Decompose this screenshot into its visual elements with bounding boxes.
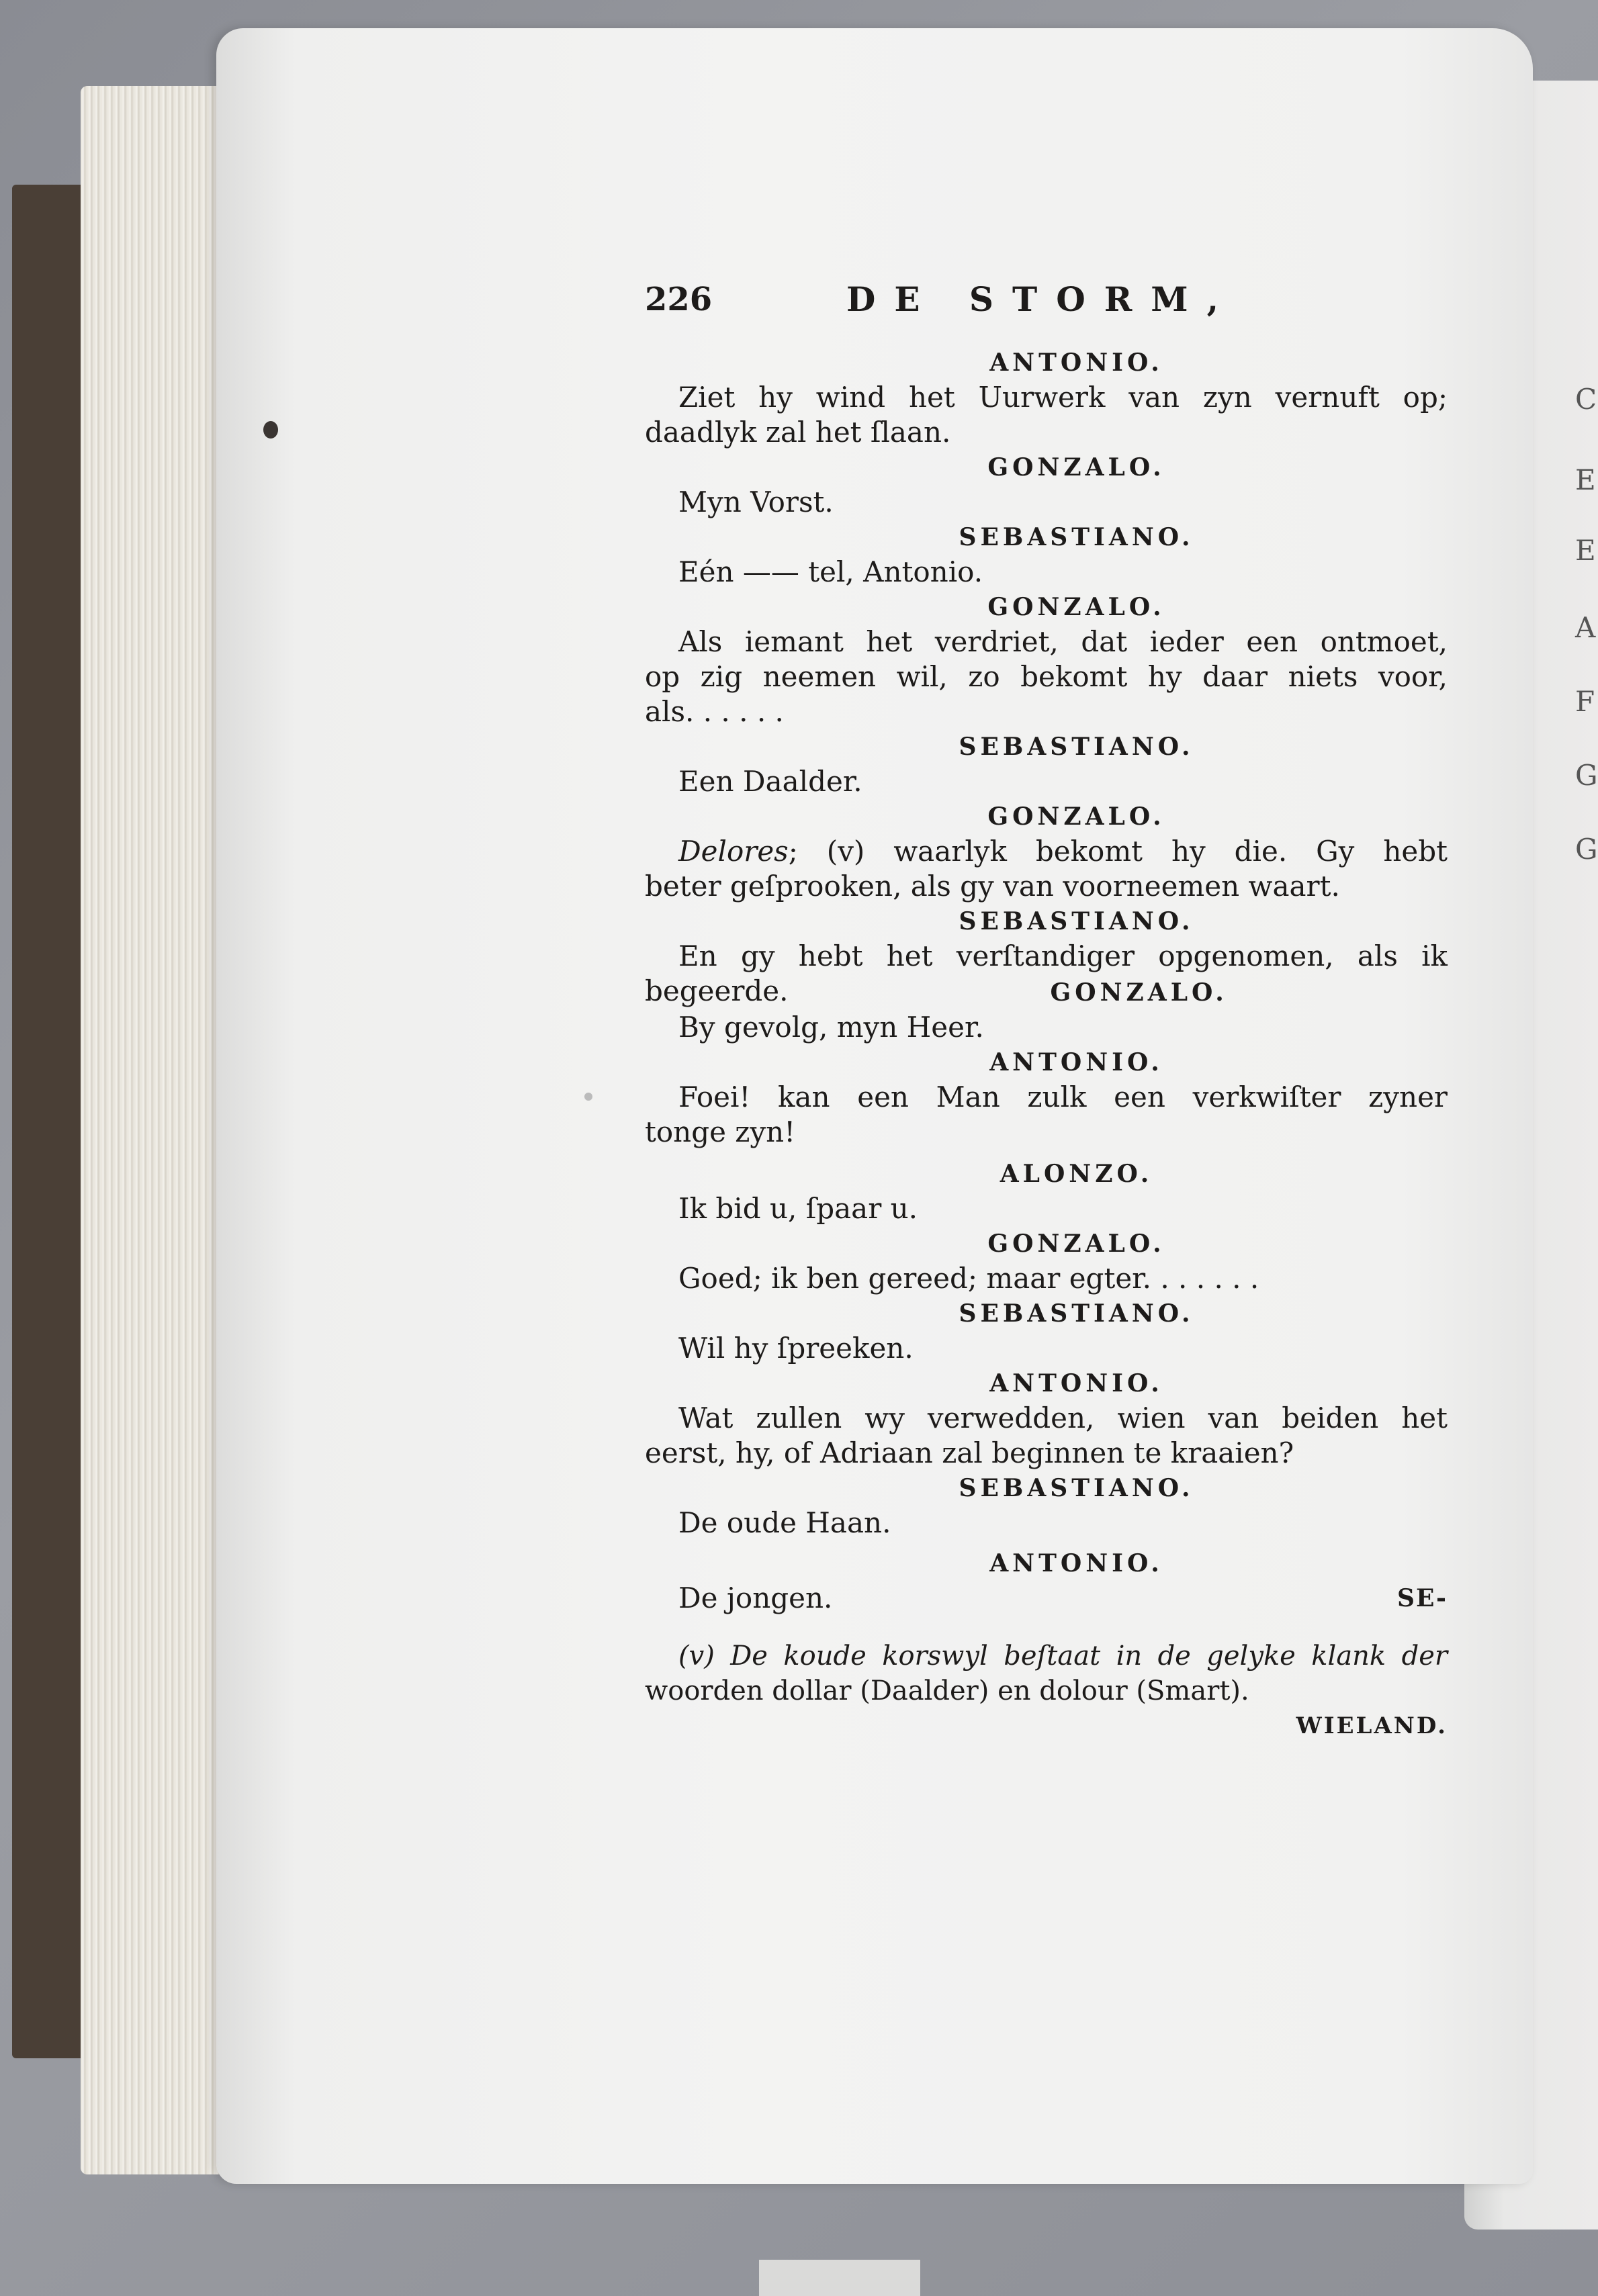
facing-page-glyph: G	[1575, 833, 1598, 866]
dialogue-line: daadlyk zal het ſlaan.	[645, 416, 951, 449]
speaker-name: ANTONIO.	[989, 1549, 1163, 1577]
speaker-name: SEBASTIANO.	[959, 1299, 1194, 1328]
page-number: 226	[645, 281, 713, 318]
dialogue-line: By gevolg, myn Heer.	[678, 1011, 984, 1044]
dialogue-line: op zig neemen wil, zo bekomt hy daar niets voor,	[645, 660, 1448, 693]
page-text	[645, 279, 1448, 1743]
dialogue-line	[645, 974, 1448, 1010]
speaker-name: GONZALO.	[987, 593, 1165, 621]
footnote-signature: WIELAND.	[1296, 1712, 1448, 1739]
dialogue-line: Foei! kan een Man zulk een verkwiſter zyner	[678, 1081, 1448, 1113]
dialogue-line	[645, 834, 1448, 869]
dialogue-line: Wat zullen wy verwedden, wien van beiden het	[678, 1402, 1448, 1434]
dialogue-line: Ziet hy wind het Uurwerk van zyn vernuft op;	[678, 381, 1448, 414]
speaker-name: ALONZO.	[1000, 1160, 1153, 1188]
running-head	[645, 279, 1448, 336]
facing-page-glyph: F	[1575, 685, 1595, 718]
dialogue-text: De jongen.	[678, 1581, 833, 1614]
dialogue-line: Ik bid u, ſpaar u.	[678, 1192, 918, 1225]
italic-word: Delores	[678, 835, 789, 868]
dialogue-line: eerst, hy, of Adriaan zal beginnen te kraaien?	[645, 1436, 1294, 1469]
speaker-name: GONZALO.	[987, 1230, 1165, 1258]
dialogue-text: ; (v) waarlyk bekomt hy die. Gy hebt	[788, 835, 1448, 868]
dialogue-line	[645, 1581, 1448, 1616]
footnote	[645, 1639, 1448, 1743]
facing-page-glyph: G	[1575, 759, 1598, 792]
speaker-name: ANTONIO.	[989, 349, 1163, 377]
facing-page-glyph: C	[1575, 383, 1597, 416]
ink-spot	[263, 421, 278, 439]
speaker-name: ANTONIO.	[989, 1369, 1163, 1397]
catchword: SE-	[1396, 1584, 1448, 1612]
speaker-name: ANTONIO.	[989, 1048, 1163, 1076]
facing-page-glyph: E	[1575, 463, 1596, 496]
footnote-line: woorden dollar (Daalder) en dolour (Smart).	[645, 1675, 1249, 1706]
dialogue-line: tonge zyn!	[645, 1115, 796, 1148]
dialogue-line: als. . . . . .	[645, 695, 784, 728]
dialogue-line: Wil hy ſpreeken.	[678, 1332, 914, 1365]
page-edges	[81, 86, 235, 2174]
page-title: DE STORM,	[846, 279, 1238, 319]
dialogue-line: En gy hebt het verſtandiger opgenomen, als ik	[678, 939, 1448, 972]
dialogue-line: Een Daalder.	[678, 765, 862, 798]
speaker-name: SEBASTIANO.	[959, 523, 1194, 551]
dialogue-line: Als iemant het verdriet, dat ieder een ontmoet,	[678, 625, 1448, 658]
dialogue-text: begeerde.	[645, 974, 789, 1007]
dialogue-line: beter geſprooken, als gy van voorneemen waart.	[645, 870, 1340, 903]
speaker-name: SEBASTIANO.	[959, 907, 1194, 935]
dialogue-line: Goed; ik ben gereed; maar egter. . . . . . .	[678, 1262, 1259, 1295]
speaker-name: SEBASTIANO.	[959, 1474, 1194, 1502]
speaker-name: SEBASTIANO.	[959, 733, 1194, 761]
facing-page-glyph: A	[1575, 611, 1596, 644]
dialogue-line: De oude Haan.	[678, 1506, 891, 1539]
dialogue-line: Eén —— tel, Antonio.	[678, 555, 983, 588]
facing-page-glyph: E	[1575, 534, 1596, 567]
ink-spot	[584, 1093, 592, 1101]
dialogue-line: Myn Vorst.	[678, 486, 834, 518]
speaker-name: GONZALO.	[987, 802, 1165, 831]
speaker-name: GONZALO.	[1050, 978, 1228, 1007]
footnote-line: (v) De koude korswyl beſtaat in de gelyke klank der	[678, 1641, 1448, 1671]
speaker-name: GONZALO.	[987, 453, 1165, 481]
page-corner	[759, 2260, 920, 2296]
